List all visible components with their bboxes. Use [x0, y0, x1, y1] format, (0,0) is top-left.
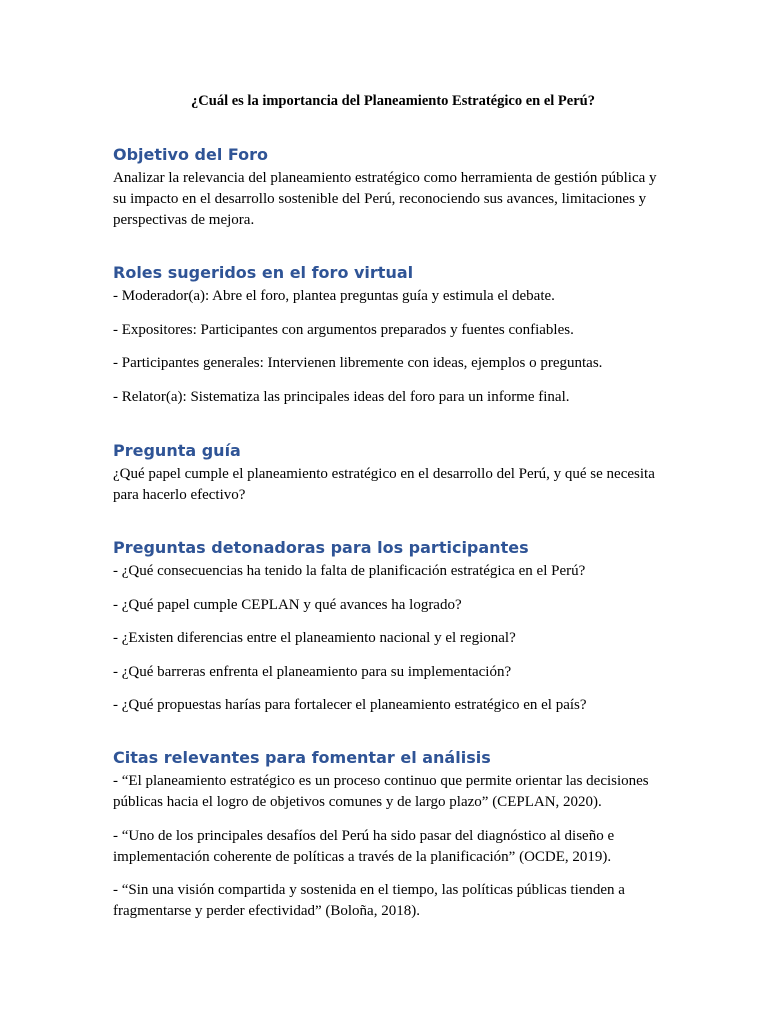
role-item-relator: - Relator(a): Sistematiza las principales ideas del foro para un informe final. [113, 388, 570, 405]
detonadora-item: - ¿Existen diferencias entre el planeamiento nacional y el regional? [113, 630, 516, 646]
section-objetivo [113, 144, 658, 231]
detonadora-item: - ¿Qué consecuencias ha tenido la falta de planificación estratégica en el Perú? [113, 563, 586, 579]
role-item-expositores: - Expositores: Participantes con argumentos preparados y fuentes confiables. [113, 321, 574, 338]
objetivo-text: Analizar la relevancia del planeamiento estratégico como herramienta de gestión pública y su impacto en el desarrollo sostenible del Perú, reconociendo sus avances, limitaciones y perspectivas de mejora. [113, 170, 657, 228]
pregunta-guia-text: ¿Qué papel cumple el planeamiento estratégico en el desarrollo del Perú, y qué se necesita para hacerlo efectivo? [113, 466, 655, 503]
detonadora-item: - ¿Qué barreras enfrenta el planeamiento para su implementación? [113, 663, 512, 680]
section-detonadoras [113, 537, 658, 729]
heading-citas: Citas relevantes para fomentar el análisis [113, 748, 491, 767]
heading-roles: Roles sugeridos en el foro virtual [113, 263, 414, 282]
role-item-participantes: - Participantes generales: Intervienen libremente con ideas, ejemplos o preguntas. [113, 355, 603, 371]
cita-item: - “El planeamiento estratégico es un proceso continuo que permite orientar las decisiones públicas hacia el logro de objetivos comunes y de largo plazo” (CEPLAN, 2020). [113, 773, 649, 810]
section-pregunta-guia [113, 440, 658, 506]
section-citas [113, 747, 658, 935]
role-item-moderador: - Moderador(a): Abre el foro, plantea preguntas guía y estimula el debate. [113, 288, 555, 304]
section-roles [113, 262, 658, 420]
heading-pregunta-guia: Pregunta guía [113, 441, 241, 460]
cita-item: - “Uno de los principales desafíos del Perú ha sido pasar del diagnóstico al diseño e implementación coherente de políticas a través de la planificación” (OCDE, 2019). [113, 827, 615, 865]
cita-item: - “Sin una visión compartida y sostenida en el tiempo, las políticas públicas tienden a fragmentarse y perder efectividad” (Boloña, 2018). [113, 882, 625, 919]
heading-objetivo: Objetivo del Foro [113, 145, 269, 164]
heading-detonadoras: Preguntas detonadoras para los participantes [113, 538, 529, 557]
detonadora-item: - ¿Qué propuestas harías para fortalecer el planeamiento estratégico en el país? [113, 697, 587, 713]
detonadora-item: - ¿Qué papel cumple CEPLAN y qué avances ha logrado? [113, 596, 462, 613]
document-title: ¿Cuál es la importancia del Planeamiento Estratégico en el Perú? [191, 93, 595, 109]
